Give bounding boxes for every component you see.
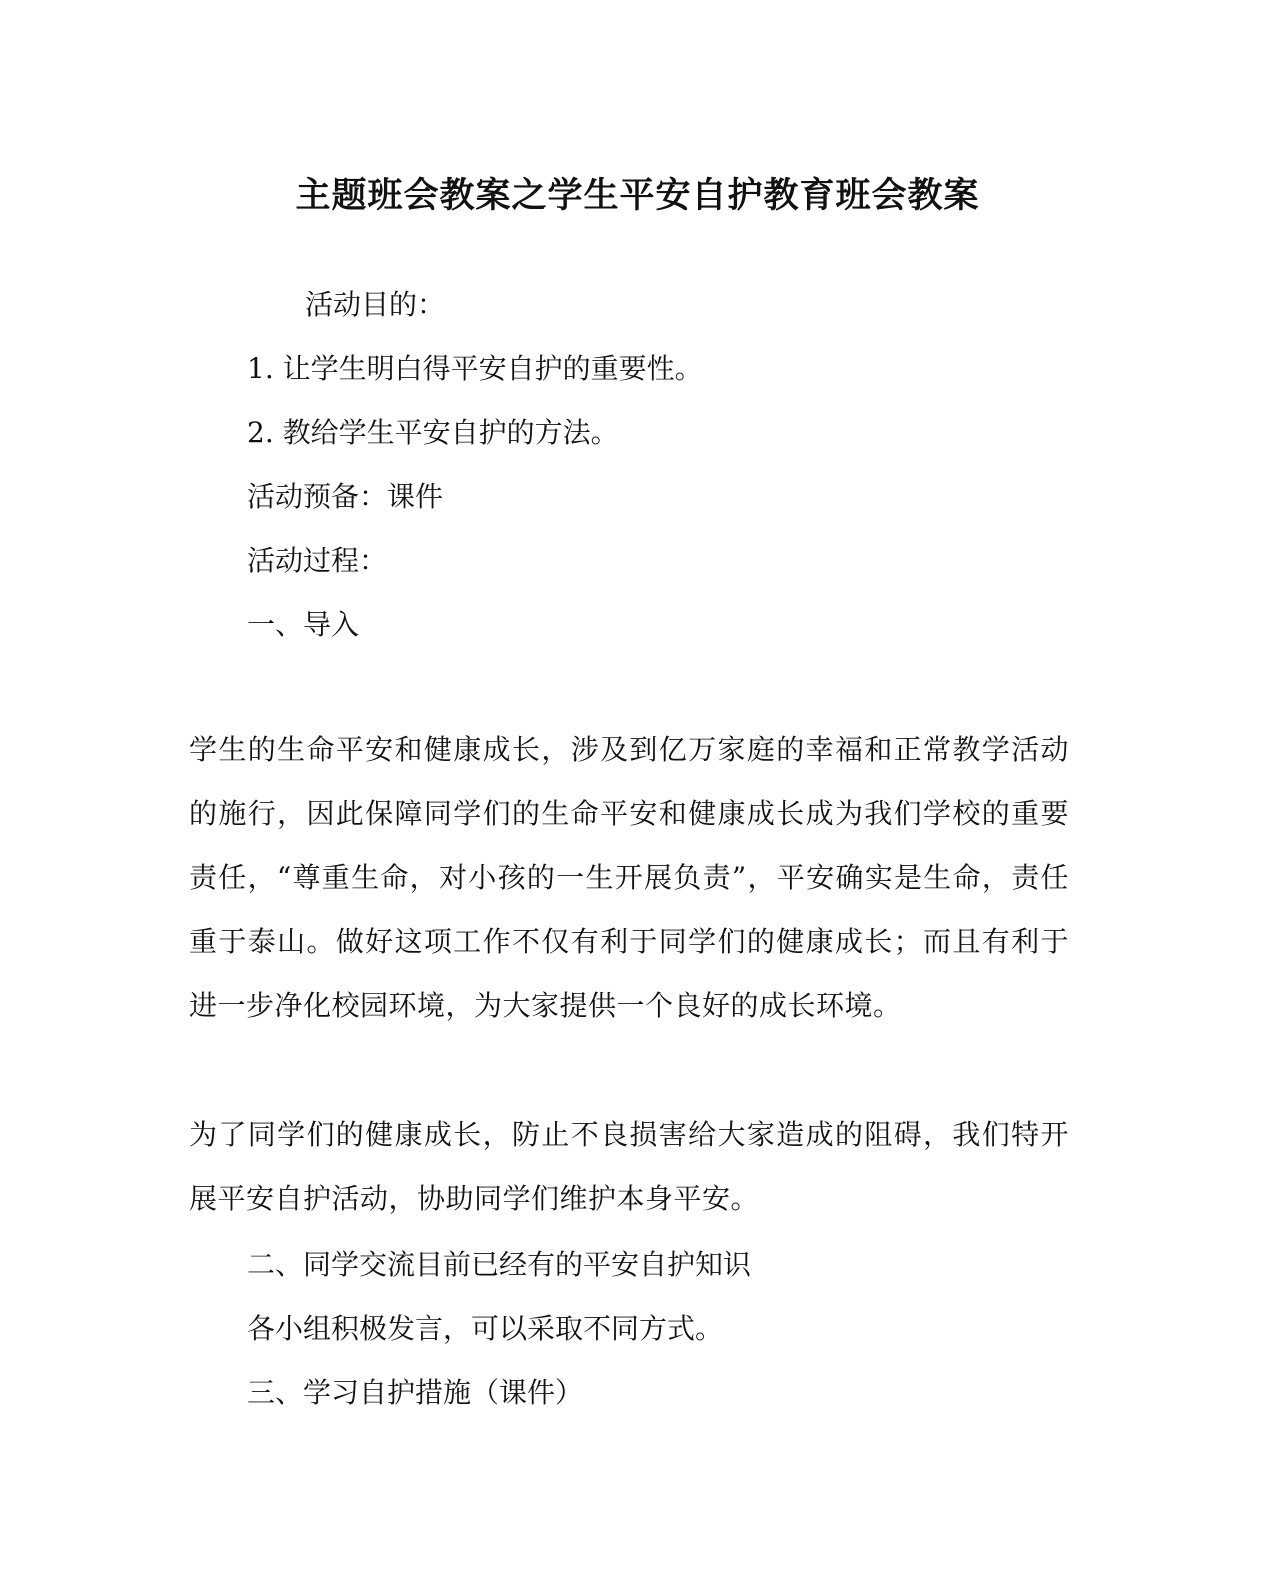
preparation-line: 活动预备：课件 (247, 480, 444, 513)
document-title: 主题班会教案之学生平安自护教育班会教案 (295, 175, 980, 216)
intro-paragraph: 学生的生命平安和健康成长，涉及到亿万家庭的幸福和正常教学活动的施行，因此保障同学们的生命平安和健康成长成为我们学校的重要责任，“尊重生命，对小孩的一生开展负责”，平安确实是生命，责任重于泰山。做好这项工作不仅有利于同学们的健康成长；而且有利于进一步净化校园环境，为大家提供一个良好的成长环境。 (189, 733, 1069, 1022)
goal-heading: 活动目的： (305, 288, 446, 321)
section-1-heading: 一、导入 (247, 608, 360, 641)
section-2-heading: 二、同学交流目前已经有的平安自护知识 (247, 1248, 752, 1281)
goal-item-2: 2. 教给学生平安自护的方法。 (247, 416, 619, 449)
purpose-paragraph: 为了同学们的健康成长，防止不良损害给大家造成的阻碍，我们特开展平安自护活动，协助同学们维护本身平安。 (189, 1118, 1069, 1215)
section-3-heading: 三、学习自护措施（课件） (247, 1376, 584, 1409)
section-2-text: 各小组积极发言，可以采取不同方式。 (247, 1312, 724, 1345)
process-heading: 活动过程： (247, 544, 388, 577)
goal-item-1: 1. 让学生明白得平安自护的重要性。 (247, 352, 703, 385)
